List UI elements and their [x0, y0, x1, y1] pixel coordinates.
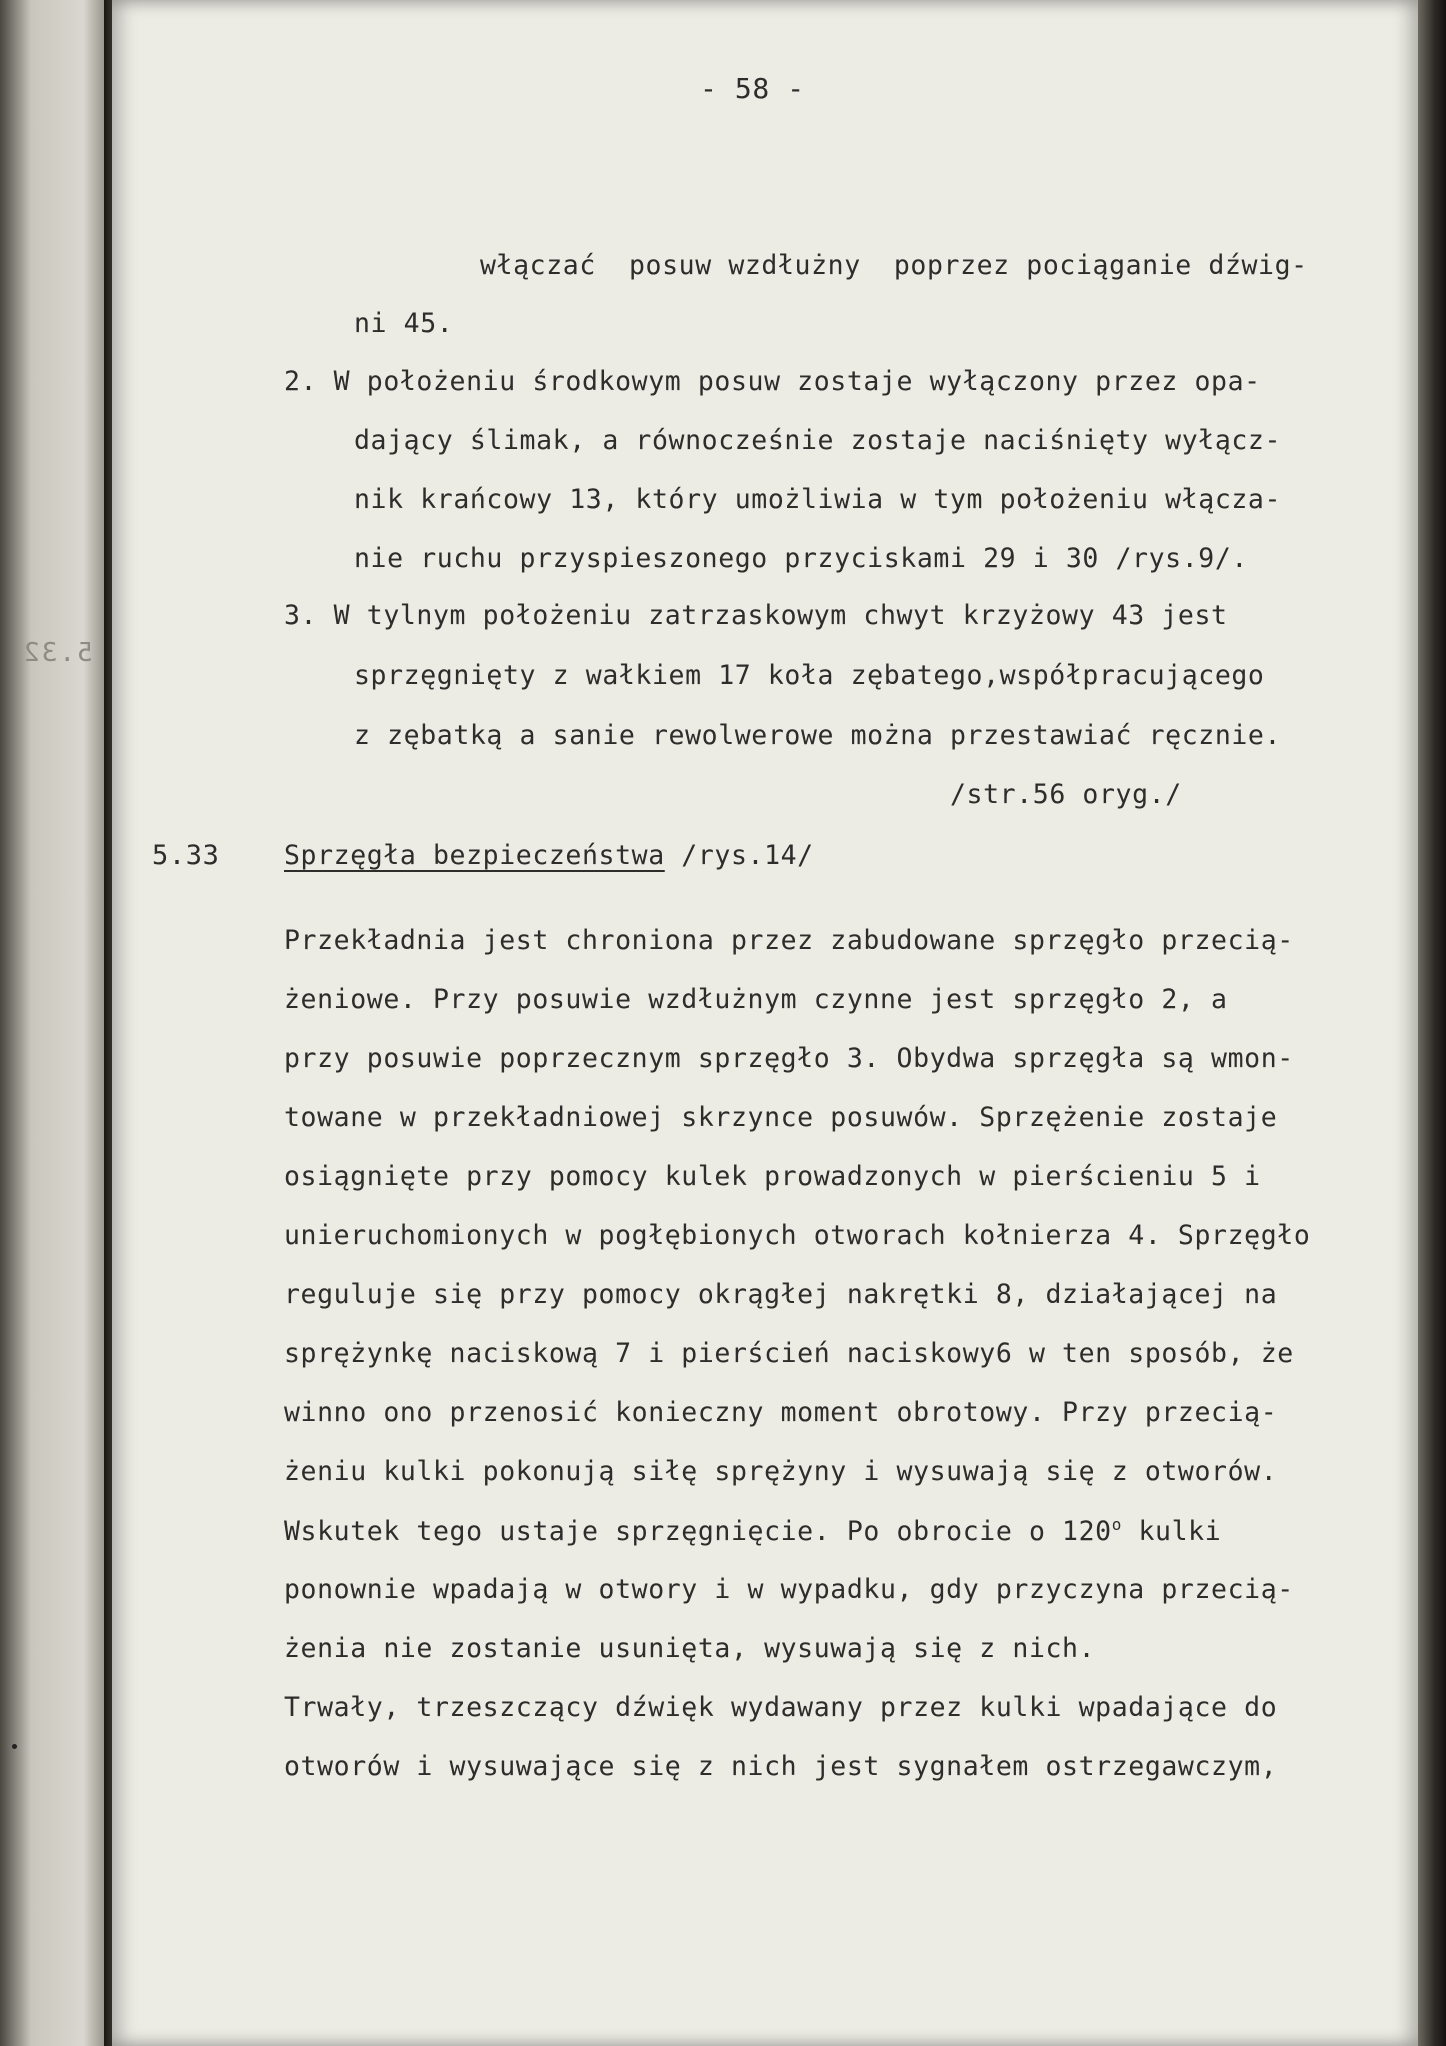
paragraph-line: otworów i wysuwające się z nich jest sygnałem ostrzegawczym,	[284, 1751, 1278, 1782]
page-number: - 58 -	[700, 72, 805, 105]
paragraph-line: żenia nie zostanie usunięta, wysuwają się z nich.	[284, 1633, 1096, 1664]
source-reference: /str.56 oryg./	[950, 779, 1182, 810]
text-run: kulki	[1121, 1516, 1222, 1547]
section-heading: Sprzęgła bezpieczeństwa	[284, 840, 665, 871]
text-line: włączać posuw wzdłużny poprzez pociąganie dźwig-	[480, 250, 1308, 281]
text-line: ni 45.	[354, 308, 454, 339]
text-line: nie ruchu przyspieszonego przyciskami 29 i 30 /rys.9/.	[354, 543, 1248, 574]
paragraph-line	[284, 1515, 1221, 1547]
section-heading-ref: /rys.14/	[664, 840, 814, 871]
text-line: z zębatką a sanie rewolwerowe można przestawiać ręcznie.	[354, 720, 1282, 751]
text-run: Wskutek tego ustaje sprzęgnięcie. Po obrocie o 120	[284, 1516, 1112, 1547]
text-line: sprzęgnięty z wałkiem 17 koła zębatego,współpracującego	[354, 660, 1265, 691]
list-item-2: 2. W położeniu środkowym posuw zostaje wyłączony przez opa-	[284, 366, 1261, 397]
degree-superscript: o	[1111, 1515, 1122, 1534]
paragraph-line: sprężynkę naciskową 7 i pierścień naciskowy6 w ten sposób, że	[284, 1338, 1294, 1369]
paragraph-line: Przekładnia jest chroniona przez zabudowane sprzęgło przecią-	[284, 925, 1294, 956]
text-line: nik krańcowy 13, który umożliwia w tym położeniu włącza-	[354, 484, 1282, 515]
paragraph-line: winno ono przenosić konieczny moment obrotowy. Przy przecią-	[284, 1397, 1278, 1428]
page-stack-edge	[1418, 0, 1446, 2046]
paragraph-line: żeniowe. Przy posuwie wzdłużnym czynne jest sprzęgło 2, a	[284, 984, 1228, 1015]
paragraph-line: reguluje się przy pomocy okrągłej nakrętki 8, działającej na	[284, 1279, 1278, 1310]
paragraph-line: ponownie wpadają w otwory i w wypadku, gdy przyczyna przecią-	[284, 1574, 1294, 1605]
paragraph-line: Trwały, trzeszczący dźwięk wydawany przez kulki wpadające do	[284, 1692, 1278, 1723]
paragraph-line: żeniu kulki pokonują siłę sprężyny i wysuwają się z otworów.	[284, 1456, 1278, 1487]
list-item-3: 3. W tylnym położeniu zatrzaskowym chwyt krzyżowy 43 jest	[284, 600, 1228, 631]
speck	[12, 1744, 17, 1749]
document-page	[112, 0, 1418, 2046]
paragraph-line: osiągnięte przy pomocy kulek prowadzonych w pierścieniu 5 i	[284, 1161, 1261, 1192]
text-line: dający ślimak, a równocześnie zostaje naciśnięty wyłącz-	[354, 425, 1282, 456]
paragraph-line: towane w przekładniowej skrzynce posuwów. Sprzężenie zostaje	[284, 1102, 1278, 1133]
paragraph-line: unieruchomionych w pogłębionych otworach kołnierza 4. Sprzęgło	[284, 1220, 1311, 1251]
paragraph-line: przy posuwie poprzecznym sprzęgło 3. Obydwa sprzęgła są wmon-	[284, 1043, 1294, 1074]
section-heading-row	[284, 840, 814, 871]
bleed-through-text: 5.32	[22, 638, 93, 668]
section-number: 5.33	[152, 840, 220, 871]
adjacent-page-edge	[0, 0, 104, 2046]
